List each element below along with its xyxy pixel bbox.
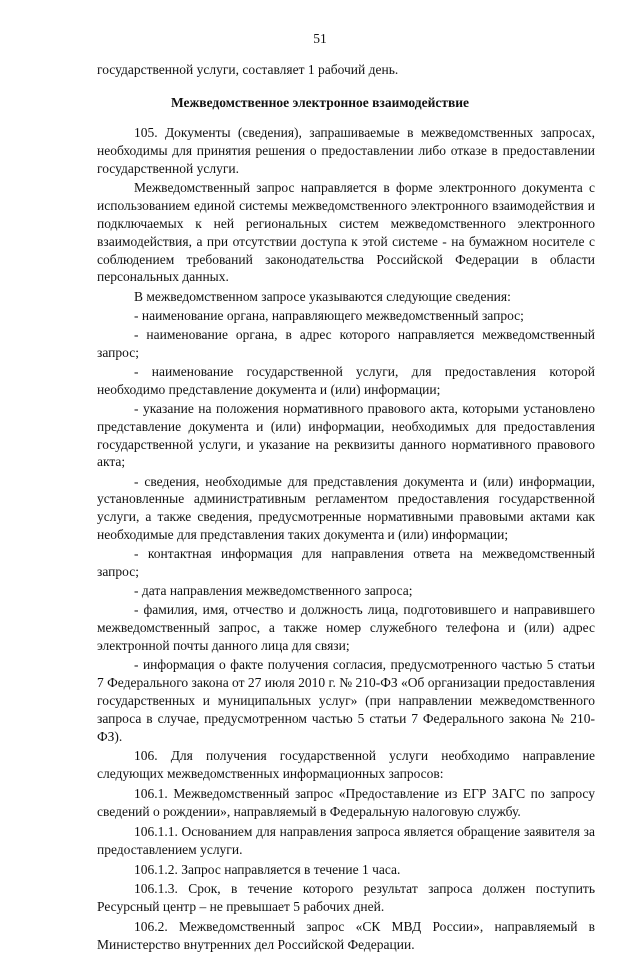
list-item: - контактная информация для направления ответа на межведомственный запрос;: [97, 546, 595, 580]
paragraph-106-2: 106.2. Межведомственный запрос «СК МВД России», направляемый в Министерство внутренних дел Российской Федерации.: [97, 919, 595, 953]
list-item: - наименование органа, направляющего межведомственный запрос;: [134, 307, 524, 323]
continuation-line: государственной услуги, составляет 1 рабочий день.: [97, 62, 399, 77]
paragraph-request-contents: В межведомственном запросе указываются следующие сведения:: [134, 288, 511, 304]
list-item: - информация о факте получения согласия, предусмотренного частью 5 статьи 7 Федерального закона от 27 июля 2010 г. № 210-ФЗ «Об организации предоставления государственных и муниципальных услуг» (при направлении межведомственного запроса в случае, предусмотренном частью 5 статьи 7 Федерального закона № 210-ФЗ).: [97, 657, 595, 744]
list-item: - фамилия, имя, отчество и должность лица, подготовившего и направившего межведомственный запрос, а также номер служебного телефона и (или) адрес электронной почты данного лица для связи;: [97, 602, 595, 654]
list-item: - сведения, необходимые для представления документа и (или) информации, установленные административным регламентом предоставления государственной услуги, а также сведения, предусмотренные нормативными правовыми актами как необходимые для представления таких документа и (или) информации;: [97, 473, 595, 543]
list-item: - наименование государственной услуги, для предоставления которой необходимо представление документа и (или) информации;: [97, 363, 595, 397]
paragraph-105: 105. Документы (сведения), запрашиваемые в межведомственных запросах, необходимы для принятия решения о предоставлении либо отказе в предоставлении государственной услуги.: [97, 125, 595, 176]
paragraph-106-1-1: 106.1.1. Основанием для направления запроса является обращение заявителя за предоставлением услуги.: [97, 823, 595, 857]
paragraph-106-1: 106.1. Межведомственный запрос «Предоставление из ЕГР ЗАГС по запросу сведений о рождении», направляемый в Федеральную налоговую службу.: [97, 785, 595, 819]
list-item: - наименование органа, в адрес которого направляется межведомственный запрос;: [97, 326, 595, 360]
paragraph-request-form: Межведомственный запрос направляется в форме электронного документа с использованием единой системы межведомственного электронного взаимодействия и подключаемых к ней региональных систем межведомственного электронного взаимодействия, а при отсутствии доступа к этой системе - на бумажном носителе с соблюдением требований законодательства Российской Федерации в области персональных данных.: [97, 179, 595, 285]
list-item: - указание на положения нормативного правового акта, которыми установлено представление документа и (или) информации, необходимых для предоставления государственной услуги, и указание на реквизиты данного нормативного правового акта;: [97, 400, 595, 470]
paragraph-106-1-2: 106.1.2. Запрос направляется в течение 1 часа.: [134, 861, 401, 877]
paragraph-106-1-3: 106.1.3. Срок, в течение которого результат запроса должен поступить Ресурсный центр – не превышает 5 рабочих дней.: [97, 881, 595, 915]
paragraph-106: 106. Для получения государственной услуги необходимо направление следующих межведомственных информационных запросов:: [97, 748, 595, 781]
section-title: Межведомственное электронное взаимодействие: [170, 95, 470, 110]
document-body: [97, 124, 595, 955]
page-number: 51: [313, 31, 327, 46]
list-item: - дата направления межведомственного запроса;: [134, 583, 413, 599]
